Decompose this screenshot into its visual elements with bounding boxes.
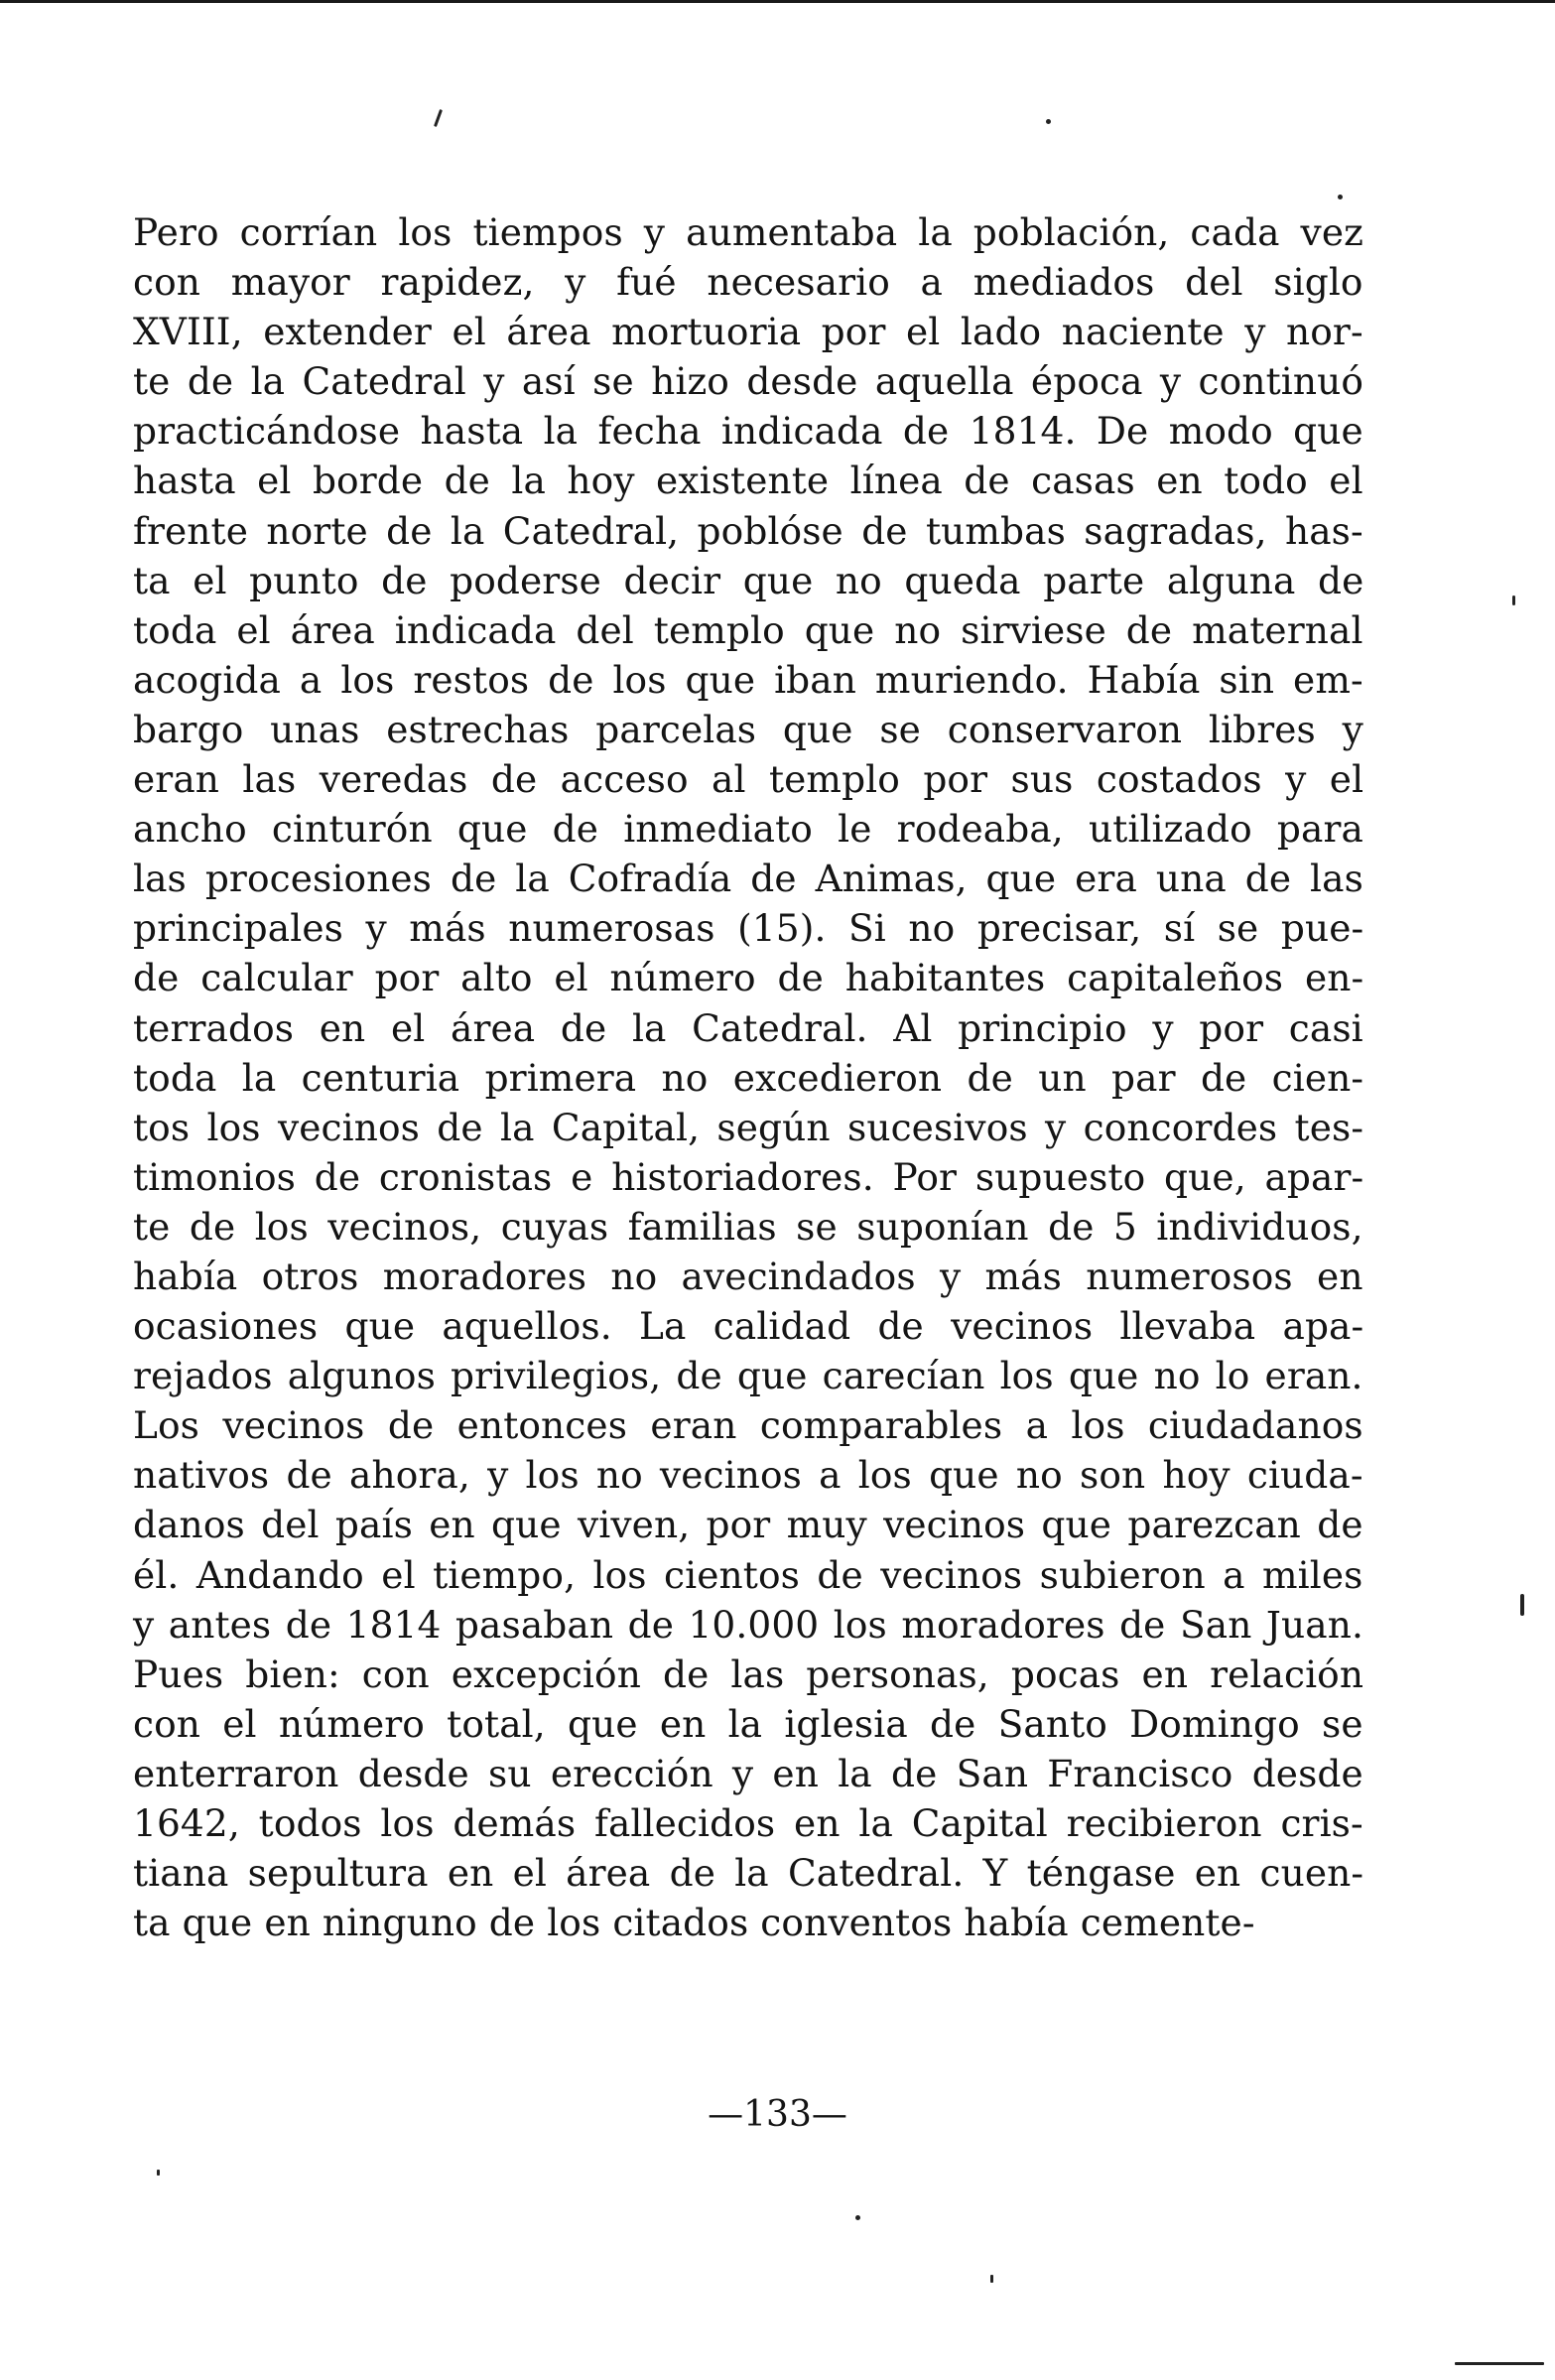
text-line: terrados en el área de la Catedral. Al principio y por casi xyxy=(133,1005,1363,1050)
text-line: y antes de 1814 pasaban de 10.000 los moradores de San Juan. xyxy=(133,1602,1364,1647)
text-line: frente norte de la Catedral, poblóse de tumbas sagradas, has- xyxy=(133,508,1363,553)
text-line: hasta el borde de la hoy existente línea de casas en todo el xyxy=(133,459,1363,503)
text-line: Pero corrían los tiempos y aumentaba la población, cada vez xyxy=(133,210,1363,254)
text-line: timonios de cronistas e historiadores. Por supuesto que, apar- xyxy=(133,1154,1364,1199)
text-line: enterraron desde su erección y en la de San Francisco desde xyxy=(133,1751,1363,1795)
text-line: eran las veredas de acceso al templo por sus costados y el xyxy=(133,757,1364,802)
text-line: 1642, todos los demás fallecidos en la Capital recibieron cris- xyxy=(133,1801,1363,1845)
text-line: nativos de ahora, y los no vecinos a los que no son hoy ciuda- xyxy=(133,1453,1363,1498)
scan-speck xyxy=(1512,595,1515,605)
scan-speck xyxy=(990,2275,993,2283)
text-line: con mayor rapidez, y fué necesario a mediados del siglo xyxy=(133,260,1363,305)
text-line: él. Andando el tiempo, los cientos de vecinos subieron a miles xyxy=(133,1552,1363,1597)
text-line: rejados algunos privilegios, de que carecían los que no lo eran. xyxy=(133,1354,1363,1398)
text-line: danos del país en que viven, por muy vecinos que parezcan de xyxy=(133,1503,1363,1547)
text-line: con el número total, que en la iglesia de Santo Domingo se xyxy=(133,1701,1363,1746)
text-line: tos los vecinos de la Capital, según sucesivos y concordes tes- xyxy=(133,1105,1364,1149)
text-line: toda el área indicada del templo que no sirviese de maternal xyxy=(133,607,1363,652)
scan-speck xyxy=(1520,1594,1524,1616)
text-line: ancho cinturón que de inmediato le rodeaba, utilizado para xyxy=(133,807,1363,852)
scan-speck xyxy=(1046,119,1051,124)
text-line: principales y más numerosas (15). Si no precisar, sí se pue- xyxy=(133,906,1364,951)
text-line: de calcular por alto el número de habitantes capitaleños en- xyxy=(133,956,1364,1000)
text-line: te de los vecinos, cuyas familias se suponían de 5 individuos, xyxy=(133,1204,1363,1249)
text-line: XVIII, extender el área mortuoria por el lado naciente y nor- xyxy=(133,310,1363,354)
body-text xyxy=(133,207,1363,1947)
text-line: tiana sepultura en el área de la Catedral. Y téngase en cuen- xyxy=(133,1851,1364,1896)
text-line: las procesiones de la Cofradía de Animas, que era una de las xyxy=(133,857,1363,901)
scan-speck xyxy=(1455,2362,1544,2365)
text-line: Los vecinos de entonces eran comparables a los ciudadanos xyxy=(133,1403,1363,1448)
scan-speck xyxy=(855,2215,860,2220)
text-line: acogida a los restos de los que iban muriendo. Había sin em- xyxy=(133,657,1363,702)
text-line: te de la Catedral y así se hizo desde aquella época y continuó xyxy=(133,359,1364,404)
scan-speck xyxy=(157,2170,160,2176)
text-line: ta el punto de poderse decir que no queda parte alguna de xyxy=(133,558,1364,602)
text-line: ocasiones que aquellos. La calidad de vecinos llevaba apa- xyxy=(133,1304,1364,1349)
page-number: —133— xyxy=(708,2094,847,2135)
scan-speck xyxy=(1338,195,1343,199)
text-line: ta que en ninguno de los citados conventos había cemente- xyxy=(133,1901,1255,1945)
text-line: toda la centuria primera no excedieron de un par de cien- xyxy=(133,1055,1364,1100)
text-line: bargo unas estrechas parcelas que se conservaron libres y xyxy=(133,707,1363,751)
scan-speck xyxy=(434,109,443,127)
scan-top-edge xyxy=(0,0,1555,3)
text-line: había otros moradores no avecindados y más numerosos en xyxy=(133,1254,1363,1298)
text-line: Pues bien: con excepción de las personas, pocas en relación xyxy=(133,1652,1364,1696)
text-line: practicándose hasta la fecha indicada de 1814. De modo que xyxy=(133,409,1363,454)
